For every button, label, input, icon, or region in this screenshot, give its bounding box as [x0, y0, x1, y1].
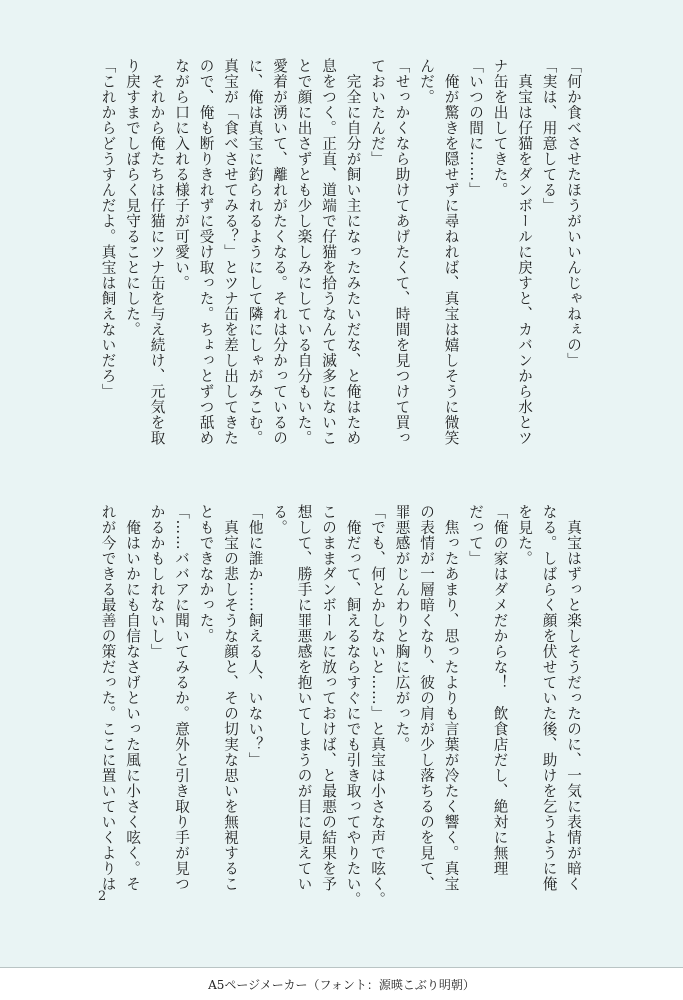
text-line: 「でも、何とかしないと……」と真宝は小さな声で呟く。	[369, 504, 386, 907]
text-line: る。	[271, 504, 288, 535]
text-line: 真宝の悲しそうな顔と、その切実な思いを無視するこ	[222, 504, 239, 892]
text-line: 「俺の家はダメだからな！ 飲食店だし、絶対に無理	[491, 504, 509, 876]
text-line: 真宝は仔猫をダンボールに戻すと、カバンから水とツ	[516, 58, 533, 446]
text-line: だって」	[467, 504, 484, 566]
text-line: 「これからどうすんだよ。真宝は飼えないだろ」	[99, 58, 117, 399]
text-line: 完全に自分が飼い主になったみたいだな、と俺はため	[344, 58, 362, 446]
text-line: このままダンボールに放っておけば、と最悪の結果を予	[320, 504, 337, 892]
text-line: 「せっかくなら助けてあげたくて、時間を見つけて買っ	[393, 58, 411, 446]
text-line: 罪悪感がじんわりと胸に広がった。	[393, 504, 411, 752]
text-line: 焦ったあまり、思ったよりも言葉が冷たく響く。真宝	[442, 504, 460, 892]
text-line: とで顔に出さずとも少し楽しみにしている自分もいた。	[295, 58, 313, 446]
text-line: ともできなかった。	[197, 504, 215, 644]
text-line: ながら口に入れる様子が可愛い。	[173, 58, 190, 291]
text-line: り戻すまでしばらく見守ることにした。	[124, 58, 141, 337]
text-line: ておいたんだ」	[369, 58, 386, 167]
text-line: 俺だって、飼えるならすぐにでも引き取ってやりたい。	[344, 504, 362, 907]
footer-caption: A5ページメーカー（フォント：源暎こぶり明朝）	[208, 978, 475, 992]
text-line: 想して、勝手に罪悪感を抱いてしまうのが目に見えてい	[295, 504, 313, 892]
text-line: ナ缶を出してきた。	[491, 58, 509, 198]
text-block-bottom	[89, 504, 585, 907]
text-line: んだ。	[418, 58, 435, 105]
text-line: 「いつの間に……」	[467, 58, 484, 198]
text-line: ので、俺も断りきれずに受け取った。ちょっとずつ舐め	[197, 58, 215, 446]
page-number: 2	[98, 889, 107, 904]
text-line: に、俺は真宝に釣られるようにして隣にしゃがみこむ。	[246, 58, 264, 446]
text-line: かるかもしれないし」	[148, 504, 166, 659]
text-line: それから俺たちは仔猫にツナ缶を与え続け、元気を取	[148, 58, 166, 446]
text-line: 「何か食べさせたほうがいいんじゃねぇの」	[565, 58, 582, 368]
text-line: の表情が一層暗くなり、彼の肩が少し落ちるのを見て、	[418, 504, 435, 892]
text-line: 真宝が「食べさせてみる？」とツナ缶を差し出してきた	[222, 58, 239, 446]
text-line: 息をつく。正直、道端で仔猫を拾うなんて滅多にないこ	[320, 58, 337, 446]
text-line: れが今できる最善の策だった。ここに置いていくよりは	[99, 504, 117, 892]
text-line: 俺はいかにも自信なさげといった風に小さく呟く。そ	[124, 504, 141, 892]
text-line: を見た。	[516, 504, 533, 566]
text-line: 「……ババアに聞いてみるか。意外と引き取り手が見つ	[173, 504, 190, 892]
text-line: 「実は、用意してる」	[540, 58, 558, 213]
text-line: 愛着が湧いて、離れがたくなる。それは分かっているの	[271, 58, 288, 446]
text-line: 俺が驚きを隠せずに尋ねれば、真宝は嬉しそうに微笑	[442, 58, 460, 446]
text-line: 「他に誰か……飼える人、いない？」	[246, 504, 264, 768]
text-line: 真宝はずっと楽しそうだったのに、一気に表情が暗く	[565, 504, 582, 892]
text-line: なる。しばらく顔を伏せていた後、助けを乞うように俺	[540, 504, 558, 892]
text-block-top	[89, 58, 585, 458]
